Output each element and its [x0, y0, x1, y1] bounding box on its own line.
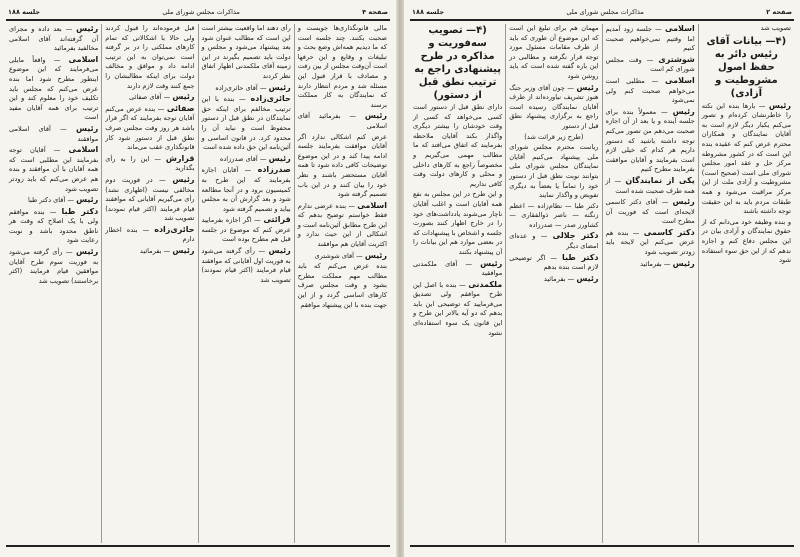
section-heading: (۴— تصویب سه‌فوریت و مذاکره در طرح پیشنهادی راجع به ترتیب نطق قبل از دستور): [414, 25, 501, 101]
paragraph-text: — در فوریت دوم مخالفی نیست (اظهاری نشد) رأی می‌گیریم آقایانی که موافقند قیام فرمایند (اکثر قیام نمودند) تصویب شد: [105, 175, 195, 223]
paragraph: [509, 231, 598, 251]
speaker-name: اسلامی: [665, 24, 695, 33]
speaker-name: رئیس: [672, 258, 695, 268]
paragraph: [105, 154, 194, 174]
speaker-name: اسلامی: [68, 145, 99, 155]
paragraph-text: — واقعاً مایلی می‌فرمایند که این موضوع اینطور مطرح شود اما بنده عرض می‌کنم که مجلس باید تکلیف خود را معلوم کند و این ترتیب برای همه آقایان مفید است: [9, 55, 99, 122]
paragraph: [105, 24, 194, 91]
paragraph-text: و این طرح در این مجلس به نفع همه آقایان است و اغلب آقایان ناچار می‌شوند یادداشت‌های خود را در خارج اظهار کنند بصورت جلسه و اشخاص با پیشنهادات که در بعضی موارد هم این بیانات را آن پیشنهاد بکنند: [413, 190, 503, 256]
paragraph-text: — بارها بنده این نکته را خاطرنشان کرده‌ام و تصور می‌کنم یکبار دیگر لازم است به آقایان نمایندگان و همکاران محترم عرض کنم که عقیده بنده این است که در کشور مشروطه مرکز حل و عقد امور مجلس شورای ملی است (صحیح است) مشروطیت و آزادی ملت از این مرکز مراقبت می‌شود و همه طبقات مردم باید به این حقیقت توجه داشته باشند: [701, 101, 791, 216]
paragraph-text: داراى نطق قبل از دستور است کسی می‌خواهد که کسی از وقت خودشان را بیشتر دیگری واگذار بکند آقایان ملاحظه بفرمایند که اتفاق می‌افتد که ما مطالب مهمی می‌گیریم و مخصوصاً راجع به کارهای داخلی و محلی و کارهای دولت وقت کافی نداریم: [413, 103, 503, 188]
paragraph-text: — بنده اخطار دارم: [105, 225, 195, 244]
speaker-name: دکتر طبا: [562, 252, 599, 262]
paragraph-text: مهمان هم برای تبلیغ این است که این موضوع آن طوری که باید از طرف مقامات مسئول مورد توجه قرار نگرفته و مطالبی در این باره گفته شده است که باید روشن شود: [509, 24, 599, 80]
paragraph-text: تصویب شد: [760, 24, 791, 32]
paragraph-text: — بفرمائید: [640, 259, 671, 268]
speaker-name: رئیس: [480, 258, 503, 268]
paragraph: [298, 133, 387, 200]
speaker-name: رئیس: [576, 82, 599, 92]
paragraph: [509, 24, 598, 82]
speaker-name: دکتر طبا: [61, 206, 99, 216]
paragraph-text: — بفرمائید: [543, 274, 575, 283]
paragraph-text: و بنده وظیفه خود می‌دانم که از حقوق نمایندگان و آزادی بیان در این مجلس دفاع کنم و اجازه ندهم که از این حق سوء استفاده شود: [701, 217, 791, 265]
paragraph-text: — این را به رأی بگذارید: [105, 154, 195, 173]
speaker-name: دکتر کاسمی: [643, 227, 695, 237]
publication-title: مذاکرات مجلس شورای ملی: [162, 8, 240, 16]
speaker-name: رئیس: [268, 153, 291, 163]
paragraph-text: — آقایان اجازه بفرمایند که این طرح به کمیسیون برود و در آنجا مطالعه شود و بعد گزارش آن به مجلس بیاید و تصمیم گرفته شود: [201, 166, 291, 213]
paragraph-text: — بنده عرضی ندارم فقط خواستم توضیح بدهم که این طرح مطابق آئین‌نامه است و اشکالی از این حیث ندارد و اکثریت آقایان هم موافقند: [297, 201, 387, 249]
paragraph: [202, 24, 291, 82]
paragraph: [509, 202, 598, 231]
paragraph-text: — رأی گرفته می‌شود به فوریت اول آقایانی که موافقند قیام فرمایند (اکثر قیام نمودند) تصویب شد: [201, 247, 291, 284]
speaker-name: رئیس: [364, 250, 387, 260]
paragraph-text: — بنده عرض می‌کنم آقایان توجه بفرمایند که اگر قرار باشد هر روز وقت مجلس صرف نطق قبل از دستور شود کار قانونگذاری عقب می‌ماند: [105, 104, 195, 152]
paragraph: [298, 262, 387, 310]
paragraph: [413, 259, 502, 279]
paragraph-text: — آقای دکتر کاسمی لایحه‌ای است که فوریت آن مطرح است: [605, 198, 695, 226]
paragraph-text: عرض کنم اشکالی ندارد اگر آقایان موافقت بفرمایند جلسه ادامه پیدا کند و در این موضوع توضیحات کافی داده شود تا همه آقایان مستحضر باشند و نظر خود را بیان کنند و در این باب تصمیم گرفته شود: [297, 132, 387, 199]
paragraph-text: — بنده هم عرض می‌کنم این لایحه باید زودتر تصویب شود: [605, 228, 695, 257]
paragraph-text: — آقای دکتر طبا: [27, 196, 74, 205]
paragraph-text: — معمولاً بنده برای جلسه آینده و یا بعد از آن اجازه صحبت می‌دهم من تصور می‌کنم توجه داشته باشید که دستور داریم هر کدام که خیلی لازم است بفرمایند و آقایان موافقت بفرمایند مطرح کنیم: [605, 107, 695, 174]
paragraph: [702, 218, 791, 266]
paragraph: [702, 24, 791, 34]
speaker-name: رئیس: [576, 273, 599, 283]
paragraph-text: رأی دهند اما واقعیت بیشتر است این است که مطالب عنوان شود بعد پیشنهاد می‌شود و مجلس و دولت باید تصمیم بگیرند در این زمینه آقای ملکمدنی اظهار اتفاق نظر کردند: [201, 24, 291, 80]
paragraph-text: ریاست محترم مجلس شورای ملی پیشنهاد می‌کنیم آقایان نمایندگان مجلس شورای ملی بتوانند نوبت نطق قبل از دستور خود را تماماً یا بعضاً به دیگری تفویض و واگذار نمایند: [509, 143, 599, 200]
paragraph-text: — مطلبی است می‌خواهم صحبت کنم ولی نمی‌شود: [605, 76, 695, 105]
speaker-name: رئیس: [672, 197, 695, 207]
footer-rule: [6, 545, 390, 547]
speaker-name: رئیس: [672, 106, 695, 116]
speaker-name: قرارش: [165, 153, 195, 163]
speaker-name: دکتر جلالی: [552, 231, 599, 241]
page-gutter: [396, 0, 404, 557]
page-number: صفحه ۲: [766, 8, 792, 16]
publication-title: مذاکرات مجلس شورای ملی: [566, 8, 644, 16]
paragraph: [509, 274, 598, 285]
text-columns: [410, 24, 794, 543]
speaker-name: قرائتی: [263, 215, 291, 225]
speaker-name: صدرزاده: [257, 165, 291, 175]
speaker-name: رئیس: [268, 82, 291, 92]
paragraph: [105, 225, 194, 245]
paragraph: [105, 175, 194, 224]
paragraph-text: — بفرمائید: [139, 247, 171, 256]
page-header: [8, 6, 388, 18]
text-column: [294, 24, 390, 543]
paragraph-text: — آقای ملکمدنی موافقید: [413, 259, 503, 278]
stage-note: (طرح زیر قرائت شد): [524, 132, 584, 141]
paragraph-text: — آقای صفائی: [128, 93, 171, 102]
speaker-name: رئیس: [76, 24, 99, 33]
paragraph: [606, 259, 695, 270]
paragraph: [9, 207, 98, 246]
paragraph: [298, 24, 387, 110]
right-page: [404, 0, 800, 557]
paragraph-text: — بنده موافقم ولی با یک اصلاح که وقت هر ناطق محدود باشد و نوبت رعایت شود: [9, 207, 99, 245]
speaker-name: رئیس: [76, 123, 99, 133]
text-column: [6, 24, 101, 543]
speaker-name: شوشتری: [658, 54, 695, 64]
paragraph-text: — و عده‌ای امضای دیگر: [509, 232, 599, 251]
paragraph-text: — بفرمائید آقای اسلامی: [297, 112, 387, 130]
paragraph: [606, 24, 695, 54]
paragraph-text: مالی قانونگذاری‌ها جویست و صحبت بکنند. چند جلسه است که ما دیدیم همه‌اش وضع بحث و تبلیغات و وقایع و این حرفها است آن‌وقت مجلس از بین رفت و مصادف با قرار قبول این مسئله شد و مردم انتظار دارند که نمایندگان به کار مملکت برسند: [297, 24, 387, 109]
speaker-name: رئیس: [76, 195, 99, 205]
paragraph: [9, 195, 98, 206]
speaker-name: رئیس: [768, 100, 791, 110]
speaker-name: رئیس: [76, 247, 99, 257]
speaker-name: حائری‌زاده: [250, 94, 291, 104]
speaker-name: رئیس: [172, 246, 195, 256]
paragraph: [298, 111, 387, 131]
paragraph: [105, 92, 194, 103]
text-column: [101, 24, 197, 543]
paragraph-text: — اگر اجازه بفرمایید عرض کنم که موضوع در جلسه قبل هم مطرح بوده است: [201, 216, 291, 244]
page-number: صفحه ۴: [362, 8, 388, 16]
paragraph-text: — بعد داده و مجرای آن گرفته‌اند آقای اسلامی مخالفید بفرمائید: [9, 25, 99, 53]
paragraph: [202, 246, 291, 285]
speaker-name: اسلامی: [68, 54, 99, 64]
paragraph: [606, 197, 695, 227]
paragraph: [702, 101, 791, 217]
paragraph-text: قبل فرموده‌اند را قبول کردند ولی حالا با اشکالاتی که تمام کارهای مملکتی را در بر گرفته است نمی‌توان به این ترتیب ادامه داد و موافق و مخالف دولت برای اینکه مطالبشان را جمع کنند وقت لازم دارند: [105, 24, 195, 90]
speaker-name: رئیس: [268, 246, 291, 256]
paragraph: [413, 190, 502, 257]
text-column: [505, 24, 601, 543]
paragraph: [9, 124, 98, 144]
paragraph-text: بنده عرض می‌کنم که باید مطالب مهم مملکت مطرح بشود و وقت مجلس صرف کارهای اساسی گردد و از این جهت بنده با این پیشنهاد موافقم: [297, 262, 387, 309]
paragraph-text: — اگر توضیحی لازم است بنده بدهم: [509, 253, 599, 272]
section-heading: (۴— بیانات آقای رئیس دائر به حفظ اصول مشروطیت و آزادی): [706, 35, 787, 99]
paragraph: [202, 165, 291, 214]
paragraph: [9, 145, 98, 194]
paragraph-text: — چون آقای وزیر جنگ هنوز تشریف نیاورده‌اند از طرف آقایان نمایندگان رسیده است راجع به برگزاری پیشنهاد نطق قبل از دستور: [509, 83, 599, 130]
paragraph-text: — بنده با این ترتیب مخالفم برای اینکه حق نمایندگان در نطق قبل از دستور محفوظ است و نباید آن را محدود کرد. در قانون اساسی و آئین‌نامه این حق داده شده است: [201, 95, 291, 152]
paragraph: [606, 55, 695, 75]
paragraph: [9, 55, 98, 123]
speaker-name: حائری‌زاده: [154, 224, 195, 234]
paragraph: [509, 143, 598, 201]
footer-rule: [410, 545, 794, 547]
paragraph: [202, 94, 291, 153]
paragraph-text: — آقای شوشتری: [314, 251, 363, 260]
paragraph-text: دکتر طبا — نظام‌زاده — اعظم زنگنه — ناصر ذوالفقاری — کشاورز صدر — صدرزاده: [509, 201, 599, 229]
speaker-name: اسلامی: [665, 75, 695, 85]
text-columns: [6, 24, 390, 543]
paragraph: [9, 24, 98, 54]
text-column: [410, 24, 505, 543]
paragraph-text: — از همه طرف صحبت شده است: [605, 176, 695, 195]
text-column: [602, 24, 698, 543]
paragraph: [509, 83, 598, 132]
page-header: [412, 6, 792, 18]
paragraph-text: — جلسه زود آمدیم اما وقتیم نمی‌خواهیم صحبت کنیم: [605, 25, 695, 53]
session-number: جلسه ۱۸۸: [8, 8, 41, 16]
session-number: جلسه ۱۸۸: [412, 8, 445, 16]
paragraph: [413, 280, 502, 339]
paragraph: [202, 215, 291, 245]
paragraph-text: — آقایان توجه بفرمایند این مطلبی است که همه آقایان با آن موافقند و بنده هم عرض می‌کنم که باید زودتر تصویب شود: [9, 146, 99, 193]
paragraph: [509, 253, 598, 273]
paragraph: [413, 103, 502, 189]
speaker-name: رئیس: [172, 92, 195, 102]
paragraph: [202, 83, 291, 94]
text-column: [198, 24, 294, 543]
paragraph-text: — آقای اسلامی موافقند: [9, 124, 99, 143]
paragraph: [606, 176, 695, 196]
paragraph: [105, 104, 194, 153]
speaker-name: رئیس: [364, 111, 387, 121]
speaker-name: اسلامی: [357, 200, 387, 210]
speaker-name: صفائی: [166, 103, 195, 113]
paragraph: [606, 228, 695, 258]
speaker-name: یکی از نمایندگان: [625, 175, 695, 185]
paragraph-text: — بنده با اصل این طرح موافقم ولی تصدیق می‌فرمایید که توضیحی این باید بدهم که دو آیه بالاتر این طرح و این قانون یک سوء استفاده‌ای نشود: [413, 280, 503, 337]
left-page: [0, 0, 396, 557]
speaker-name: رئیس: [172, 174, 195, 184]
header-rule: [6, 19, 390, 21]
paragraph-text: — رأی گرفته می‌شود به فوریت سوم طرح آقایان موافقین قیام فرمایند (اکثر برخاستند) تصویب شد: [9, 248, 99, 285]
header-rule: [410, 19, 794, 21]
text-column: [698, 24, 794, 543]
paragraph-text: — وقت مجلس شورای کم است: [605, 55, 695, 74]
paragraph: [9, 247, 98, 286]
speaker-name: ملکمدنی: [468, 279, 503, 289]
paragraph: [298, 251, 387, 262]
paragraph-text: — آقای حائری‌زاده: [215, 83, 267, 92]
paragraph: [606, 76, 695, 106]
paragraph: [606, 107, 695, 175]
paragraph-text: — آقای صدرزاده: [219, 154, 267, 163]
paragraph: [202, 154, 291, 165]
paragraph: [105, 246, 194, 257]
paragraph: [298, 201, 387, 250]
